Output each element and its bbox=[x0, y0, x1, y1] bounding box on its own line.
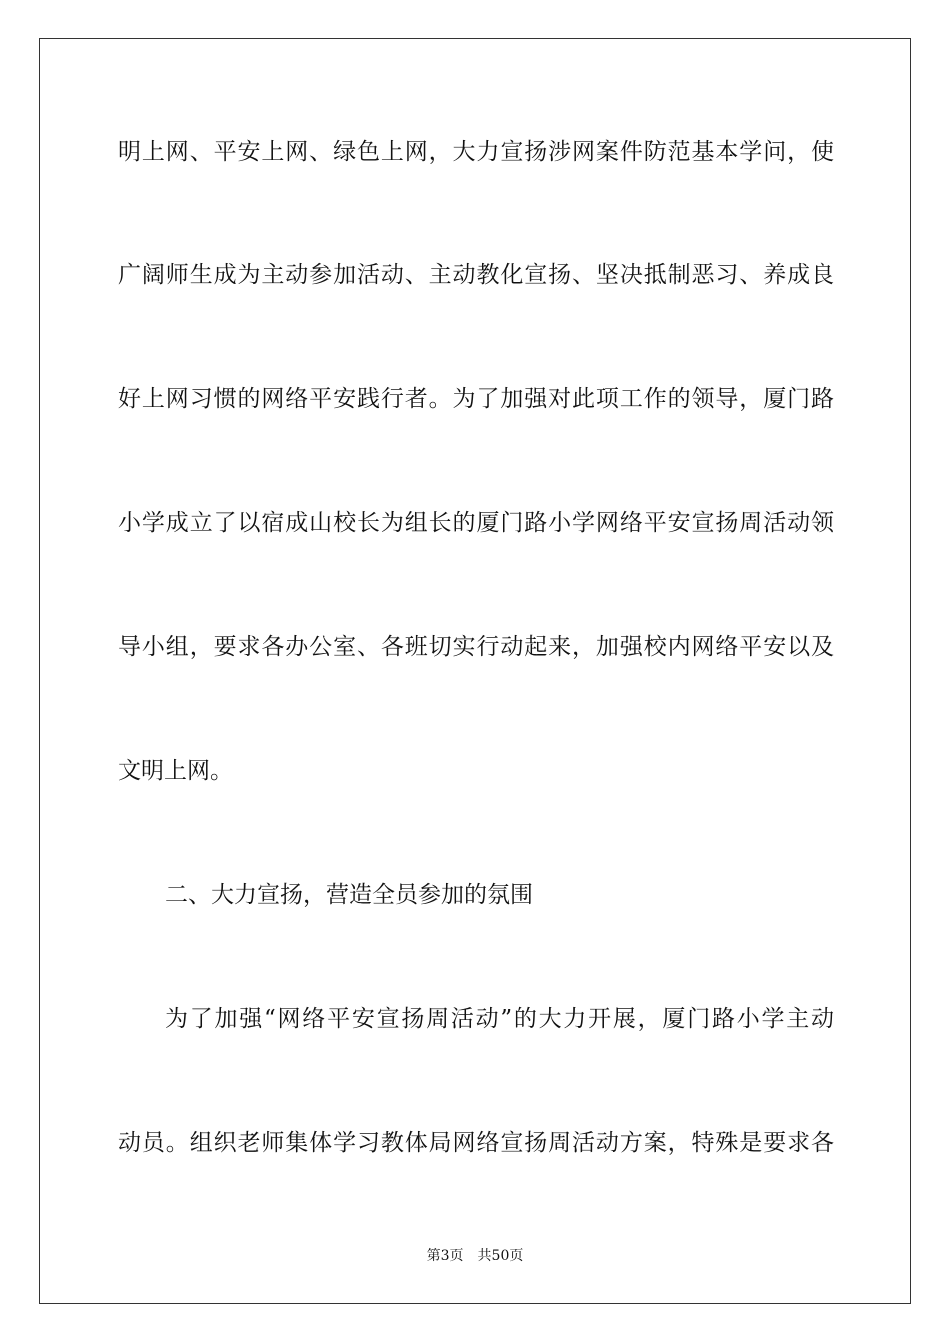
body-line-5: 导小组，要求各办公室、各班切实行动起来，加强校内网络平安以及 bbox=[118, 634, 834, 660]
body-line-4: 小学成立了以宿成山校长为组长的厦门路小学网络平安宣扬周活动领 bbox=[118, 510, 834, 536]
total-pages: 共50页 bbox=[477, 1248, 524, 1264]
page-number: 第3页 bbox=[426, 1248, 464, 1264]
body-line-2: 广阔师生成为主动参加活动、主动教化宣扬、坚决抵制恶习、养成良 bbox=[118, 262, 834, 288]
body-line-3: 好上网习惯的网络平安践行者。为了加强对此项工作的领导，厦门路 bbox=[118, 386, 834, 412]
section-heading: 二、大力宣扬，营造全员参加的氛围 bbox=[165, 882, 533, 908]
body-line-1: 明上网、平安上网、绿色上网，大力宣扬涉网案件防范基本学问，使 bbox=[118, 139, 834, 165]
page-footer bbox=[0, 1247, 950, 1265]
body-line-9: 动员。组织老师集体学习教体局网络宣扬周活动方案，特殊是要求各 bbox=[118, 1130, 834, 1156]
body-line-8: 为了加强“网络平安宣扬周活动”的大力开展，厦门路小学主动 bbox=[165, 1006, 834, 1032]
body-line-6: 文明上网。 bbox=[118, 758, 233, 784]
page-border bbox=[39, 38, 911, 1304]
